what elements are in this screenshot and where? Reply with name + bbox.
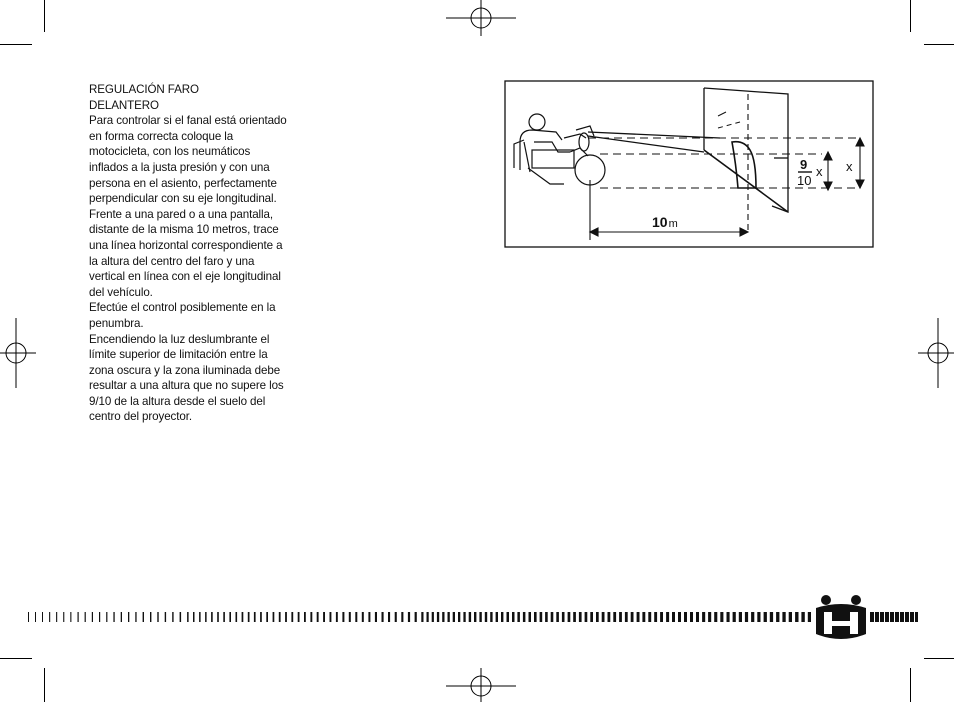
dash-tick	[551, 612, 554, 622]
dash-tick	[739, 612, 742, 622]
dash-tick	[757, 612, 760, 622]
dash-tick	[291, 612, 293, 622]
dash-tick	[631, 612, 634, 622]
dash-tick	[421, 612, 423, 622]
section-heading	[89, 82, 289, 113]
heading-line: DELANTERO	[89, 98, 159, 112]
dash-tick	[349, 612, 351, 622]
husqvarna-logo-icon	[812, 594, 870, 644]
dash-tick	[637, 612, 640, 622]
dash-tick	[415, 612, 417, 622]
dash-tick	[801, 612, 804, 622]
dash-tick	[266, 612, 268, 622]
end-tick	[885, 612, 889, 622]
dash-tick	[205, 612, 207, 622]
paragraph-limit: Encendiendo la luz deslumbrante el límite superior de limitación entre la zona oscura y la zona iluminada debe resultar a una altura que no supere los 9/10 de la altura desde el suelo del centro del proyector.	[89, 332, 284, 424]
dash-tick	[113, 612, 114, 622]
dash-tick	[479, 612, 481, 622]
dash-tick	[85, 612, 86, 622]
dash-tick	[106, 612, 107, 622]
dash-tick	[534, 612, 537, 622]
dash-tick	[684, 612, 687, 622]
dash-tick	[654, 612, 657, 622]
dash-tick	[596, 612, 599, 622]
dash-tick	[260, 612, 262, 622]
dash-tick	[540, 612, 543, 622]
end-tick	[915, 612, 918, 622]
fraction-numerator: 9	[800, 157, 808, 172]
dash-tick	[751, 612, 754, 622]
dash-tick	[143, 612, 144, 622]
dash-tick	[619, 612, 622, 622]
dash-tick	[448, 612, 450, 622]
dash-tick	[714, 612, 717, 622]
diagonal-dash	[718, 122, 740, 128]
dash-tick	[42, 612, 43, 622]
dash-tick	[690, 612, 693, 622]
dash-tick	[613, 612, 616, 622]
dash-tick	[317, 612, 319, 622]
dash-tick	[242, 612, 244, 622]
dash-tick	[70, 612, 71, 622]
dash-tick	[727, 612, 730, 622]
end-tick	[895, 612, 899, 622]
dash-tick	[608, 612, 611, 622]
dash-tick	[432, 612, 434, 622]
dash-tick	[92, 612, 93, 622]
dash-tick	[336, 612, 338, 622]
dash-tick	[458, 612, 460, 622]
dash-tick	[150, 612, 151, 622]
dash-tick	[217, 612, 219, 622]
dash-tick	[304, 612, 306, 622]
dash-tick	[573, 612, 576, 622]
crop-mark	[0, 658, 32, 659]
height-label: x	[846, 159, 853, 174]
crop-mark	[910, 0, 911, 32]
dash-tick	[720, 612, 723, 622]
crosshair-registration-icon	[446, 668, 516, 702]
dash-tick	[368, 612, 370, 622]
motorcycle-with-rider	[514, 114, 605, 185]
end-tick	[890, 612, 894, 622]
dash-tick	[401, 612, 403, 622]
dash-tick	[517, 612, 520, 622]
end-tick	[875, 612, 879, 622]
dash-tick	[789, 612, 792, 622]
dash-tick	[512, 612, 515, 622]
dash-tick	[28, 612, 29, 622]
fraction-dimension	[824, 152, 832, 190]
dash-tick	[427, 612, 429, 622]
dash-tick	[523, 612, 526, 622]
crosshair-registration-icon	[0, 318, 36, 388]
dash-tick	[273, 612, 275, 622]
end-tick	[910, 612, 914, 622]
dash-tick	[342, 612, 344, 622]
dash-tick	[254, 612, 256, 622]
decorative-dash-bar	[28, 611, 811, 623]
dash-tick	[496, 612, 498, 622]
dash-tick	[165, 612, 166, 622]
dash-tick	[172, 612, 173, 622]
dash-tick	[556, 612, 559, 622]
dash-tick	[733, 612, 736, 622]
dash-tick	[795, 612, 798, 622]
crop-mark	[924, 658, 954, 659]
crosshair-registration-icon	[918, 318, 954, 388]
dash-tick	[585, 612, 588, 622]
dash-tick	[545, 612, 548, 622]
dash-tick	[442, 612, 444, 622]
dash-tick	[99, 612, 100, 622]
light-beam	[588, 132, 756, 188]
crop-mark	[910, 668, 911, 702]
dash-tick	[248, 612, 250, 622]
crop-mark	[924, 44, 954, 45]
dash-tick	[135, 612, 136, 622]
heading-line: REGULACIÓN FARO	[89, 83, 199, 96]
dash-tick	[579, 612, 582, 622]
dash-tick	[121, 612, 122, 622]
dash-tick	[696, 612, 699, 622]
dash-tick	[56, 612, 57, 622]
dash-tick	[568, 612, 571, 622]
dash-tick	[236, 612, 238, 622]
dash-tick	[211, 612, 213, 622]
instruction-text	[89, 82, 289, 425]
dash-tick	[474, 612, 476, 622]
distance-dimension	[590, 180, 748, 240]
dash-tick	[382, 612, 384, 622]
dash-tick	[193, 612, 195, 622]
dash-tick	[180, 612, 182, 622]
dash-tick	[529, 612, 532, 622]
projection-screen	[704, 88, 788, 212]
dash-tick	[199, 612, 201, 622]
dash-tick	[375, 612, 377, 622]
dash-tick	[453, 612, 455, 622]
dash-tick	[562, 612, 565, 622]
paragraph-penumbra: Efectúe el control posiblemente en la penumbra.	[89, 301, 276, 330]
dash-tick	[223, 612, 225, 622]
dash-tick	[672, 612, 675, 622]
dash-tick	[78, 612, 79, 622]
diagonal-dash	[718, 112, 726, 116]
dash-tick	[157, 612, 158, 622]
dash-tick	[362, 612, 364, 622]
decorative-end-bar	[870, 612, 918, 622]
dash-tick	[642, 612, 645, 622]
dash-tick	[602, 612, 605, 622]
dash-tick	[708, 612, 711, 622]
dash-tick	[648, 612, 651, 622]
dash-tick	[285, 612, 287, 622]
dash-tick	[590, 612, 593, 622]
dash-tick	[490, 612, 492, 622]
end-tick	[905, 612, 909, 622]
dash-tick	[666, 612, 669, 622]
dash-tick	[625, 612, 628, 622]
distance-value: 10m	[652, 214, 678, 230]
dash-tick	[408, 612, 410, 622]
dash-tick	[770, 612, 773, 622]
dash-tick	[782, 612, 785, 622]
dash-tick	[808, 612, 811, 622]
crop-mark	[44, 668, 45, 702]
dash-tick	[485, 612, 487, 622]
dash-tick	[279, 612, 281, 622]
dash-tick	[702, 612, 705, 622]
dash-tick	[310, 612, 312, 622]
dash-tick	[330, 612, 332, 622]
fraction-variable: x	[816, 164, 823, 179]
dash-tick	[660, 612, 663, 622]
headlight-diagram	[504, 80, 876, 250]
dash-tick	[63, 612, 64, 622]
dash-tick	[463, 612, 465, 622]
dash-tick	[323, 612, 325, 622]
height-dimension	[856, 138, 864, 188]
dash-tick	[776, 612, 779, 622]
end-tick	[900, 612, 904, 622]
dash-tick	[678, 612, 681, 622]
paragraph-procedure: Para controlar si el fanal está orientado en forma correcta coloque la motocicleta, con los neumáticos inflados a la justa presión y con una persona en el asiento, perfectamente perpendicular con su eje longitudinal. Frente a una pared o a una pantalla, distante de la misma 10 metros, trace una línea horizontal correspondiente a la altura del centro del faro y una vertical en línea con el eje longitudinal del vehículo.	[89, 114, 287, 299]
dash-tick	[128, 612, 129, 622]
dash-tick	[298, 612, 300, 622]
dash-tick	[229, 612, 231, 622]
dash-tick	[745, 612, 748, 622]
dash-tick	[49, 612, 50, 622]
crop-mark	[0, 44, 32, 45]
dash-tick	[355, 612, 357, 622]
dash-tick	[469, 612, 471, 622]
end-tick	[880, 612, 884, 622]
fraction-denominator: 10	[797, 173, 812, 188]
dash-tick	[388, 612, 390, 622]
dash-tick	[187, 612, 189, 622]
dash-tick	[764, 612, 767, 622]
end-tick	[870, 612, 874, 622]
dash-tick	[437, 612, 439, 622]
dash-tick	[507, 612, 510, 622]
dash-tick	[395, 612, 397, 622]
dash-tick	[501, 612, 503, 622]
crop-mark	[44, 0, 45, 32]
dash-tick	[35, 612, 36, 622]
crosshair-registration-icon	[446, 0, 516, 36]
